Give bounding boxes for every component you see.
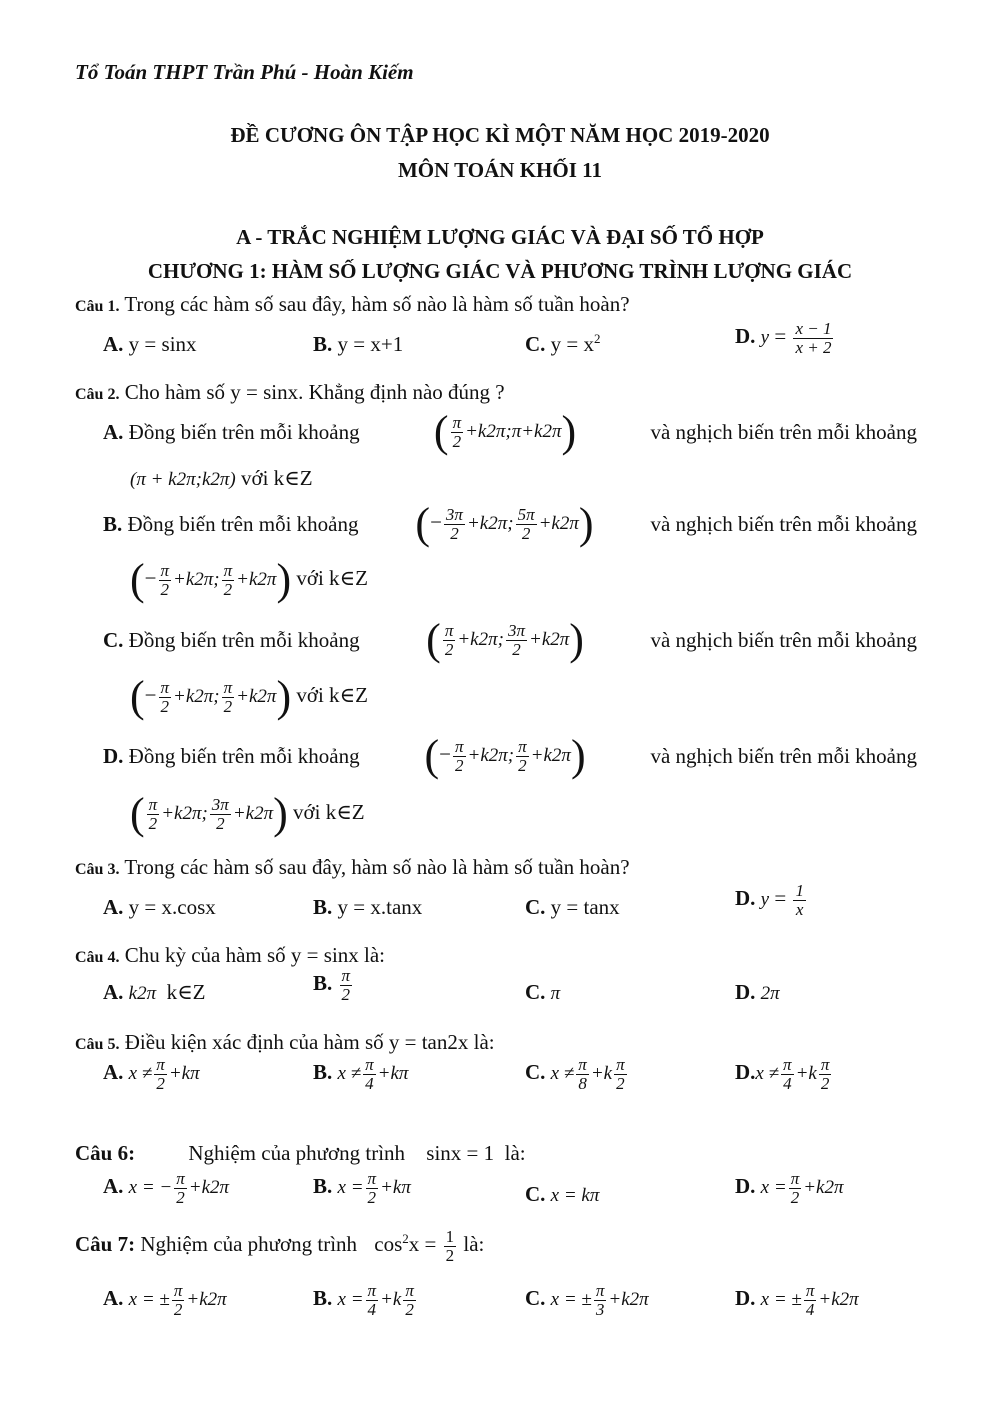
q2-d-interval2: ( $\frac{\pi}{2}$ +k2π; $\frac{3\pi}{2}$ +k2π) với k∈Z [130, 789, 365, 838]
q1-option-c[interactable]: C. $y = x^2$ [525, 331, 601, 356]
q4-option-a[interactable]: A. k2π k∈Z [103, 980, 206, 1004]
q4-option-d[interactable]: D. 2π [735, 980, 780, 1004]
q7-option-c[interactable]: C. x = ± $\frac{\pi}{3}$ +k2π [525, 1281, 649, 1319]
q2-b-interval2: (− $\frac{\pi}{2}$ +k2π; $\frac{\pi}{2}$ +k2π) với k∈Z [130, 555, 368, 604]
exam-subtitle: MÔN TOÁN KHỐI 11 [397, 158, 602, 182]
q4-option-c[interactable]: C. π [525, 980, 561, 1004]
q1-option-b[interactable]: B. y = x+1 [313, 332, 404, 356]
q3-option-a[interactable]: A. y = x.cosx [103, 895, 216, 919]
q1-option-a[interactable]: A. y = sinx [103, 332, 197, 356]
q7-option-a[interactable]: A. x = ± $\frac{\pi}{2}$ +k2π [103, 1281, 227, 1319]
question-5: Câu 5. Điều kiện xác định của hàm số y = tan2x là: [75, 1030, 495, 1054]
chapter-title: CHƯƠNG 1: HÀM SỐ LƯỢNG GIÁC VÀ PHƯƠNG TRÌNH LƯỢNG GIÁC [147, 259, 853, 283]
page-header: Tổ Toán THPT Trần Phú - Hoàn Kiếm [75, 60, 414, 84]
question-4: Câu 4. Chu kỳ của hàm số y = sinx là: [75, 943, 386, 967]
question-3: Câu 3. Trong các hàm số sau đây, hàm số nào là hàm số tuần hoàn? [75, 855, 630, 879]
q5-option-a[interactable]: A. x ≠ $\frac{\pi}{2}$ +kπ [103, 1055, 200, 1093]
q5-option-d[interactable]: D.x ≠ $\frac{\pi}{4}$ +k $\frac{\pi}{2}$ [735, 1055, 830, 1093]
exam-title: ĐỀ CƯƠNG ÔN TẬP HỌC KÌ MỘT NĂM HỌC 2019-2020 [230, 123, 770, 147]
q7-option-d[interactable]: D. x = ± $\frac{\pi}{4}$ +k2π [735, 1281, 859, 1319]
question-2: Câu 2. Cho hàm số y = sinx. Khẳng định nào đúng ? [75, 380, 505, 404]
q6-option-b[interactable]: B. x = $\frac{\pi}{2}$ +kπ [313, 1169, 411, 1207]
q2-option-a[interactable]: A. Đồng biến trên mỗi khoảng ( $\frac{\pi}{2}$ +k2π;π+k2π) và nghịch biến trên mỗi khoảng [103, 407, 917, 456]
q4-option-b[interactable]: B. $\frac{\pi}{2}$ [313, 966, 351, 1004]
question-1: Câu 1. Trong các hàm số sau đây, hàm số nào là hàm số tuần hoàn? [75, 292, 630, 316]
q6-option-d[interactable]: D. x = $\frac{\pi}{2}$ +k2π [735, 1169, 844, 1207]
q6-option-a[interactable]: A. x = − $\frac{\pi}{2}$ +k2π [103, 1169, 230, 1207]
question-7: Câu 7: Nghiệm của phương trình $\cos^2x$ = $\frac{1}{2}$ là: [75, 1227, 485, 1265]
q5-option-b[interactable]: B. x ≠ $\frac{\pi}{4}$ +kπ [313, 1055, 409, 1093]
q3-option-d[interactable]: D. y = $\frac{1}{x}$ [735, 881, 804, 919]
q7-option-b[interactable]: B. x = $\frac{\pi}{4}$ +k $\frac{\pi}{2}$ [313, 1281, 414, 1319]
q2-option-c[interactable]: C. Đồng biến trên mỗi khoảng ( $\frac{\pi}{2}$ +k2π; $\frac{3\pi}{2}$ +k2π) và nghịch biến trên mỗi khoảng [103, 615, 917, 664]
q2-option-d[interactable]: D. Đồng biến trên mỗi khoảng (− $\frac{\pi}{2}$ +k2π; $\frac{\pi}{2}$ +k2π) và nghịch biến trên mỗi khoảng [103, 731, 917, 780]
q2-option-b[interactable]: B. Đồng biến trên mỗi khoảng (− $\frac{3\pi}{2}$ +k2π; $\frac{5\pi}{2}$ +k2π) và nghịch biến trên mỗi khoảng [103, 499, 917, 548]
section-title: A - TRẮC NGHIỆM LƯỢNG GIÁC VÀ ĐẠI SỐ TỔ HỢP [236, 225, 764, 249]
q5-option-c[interactable]: C. x ≠ $\frac{\pi}{8}$ +k $\frac{\pi}{2}$ [525, 1055, 625, 1093]
q2-c-interval2: (− $\frac{\pi}{2}$ +k2π; $\frac{\pi}{2}$ +k2π) với k∈Z [130, 672, 368, 721]
q2-a-interval2: (π + k2π;k2π) với k∈Z [130, 466, 313, 490]
q3-option-b[interactable]: B. y = x.tanx [313, 895, 423, 919]
q3-option-c[interactable]: C. y = tanx [525, 895, 620, 919]
question-6: Câu 6: Nghiệm của phương trình sinx = 1 là: [75, 1141, 526, 1165]
q1-option-d[interactable]: D. y = $\frac{x - 1}{x + 2}$ [735, 319, 832, 357]
q6-option-c[interactable]: C. x = kπ [525, 1182, 600, 1206]
